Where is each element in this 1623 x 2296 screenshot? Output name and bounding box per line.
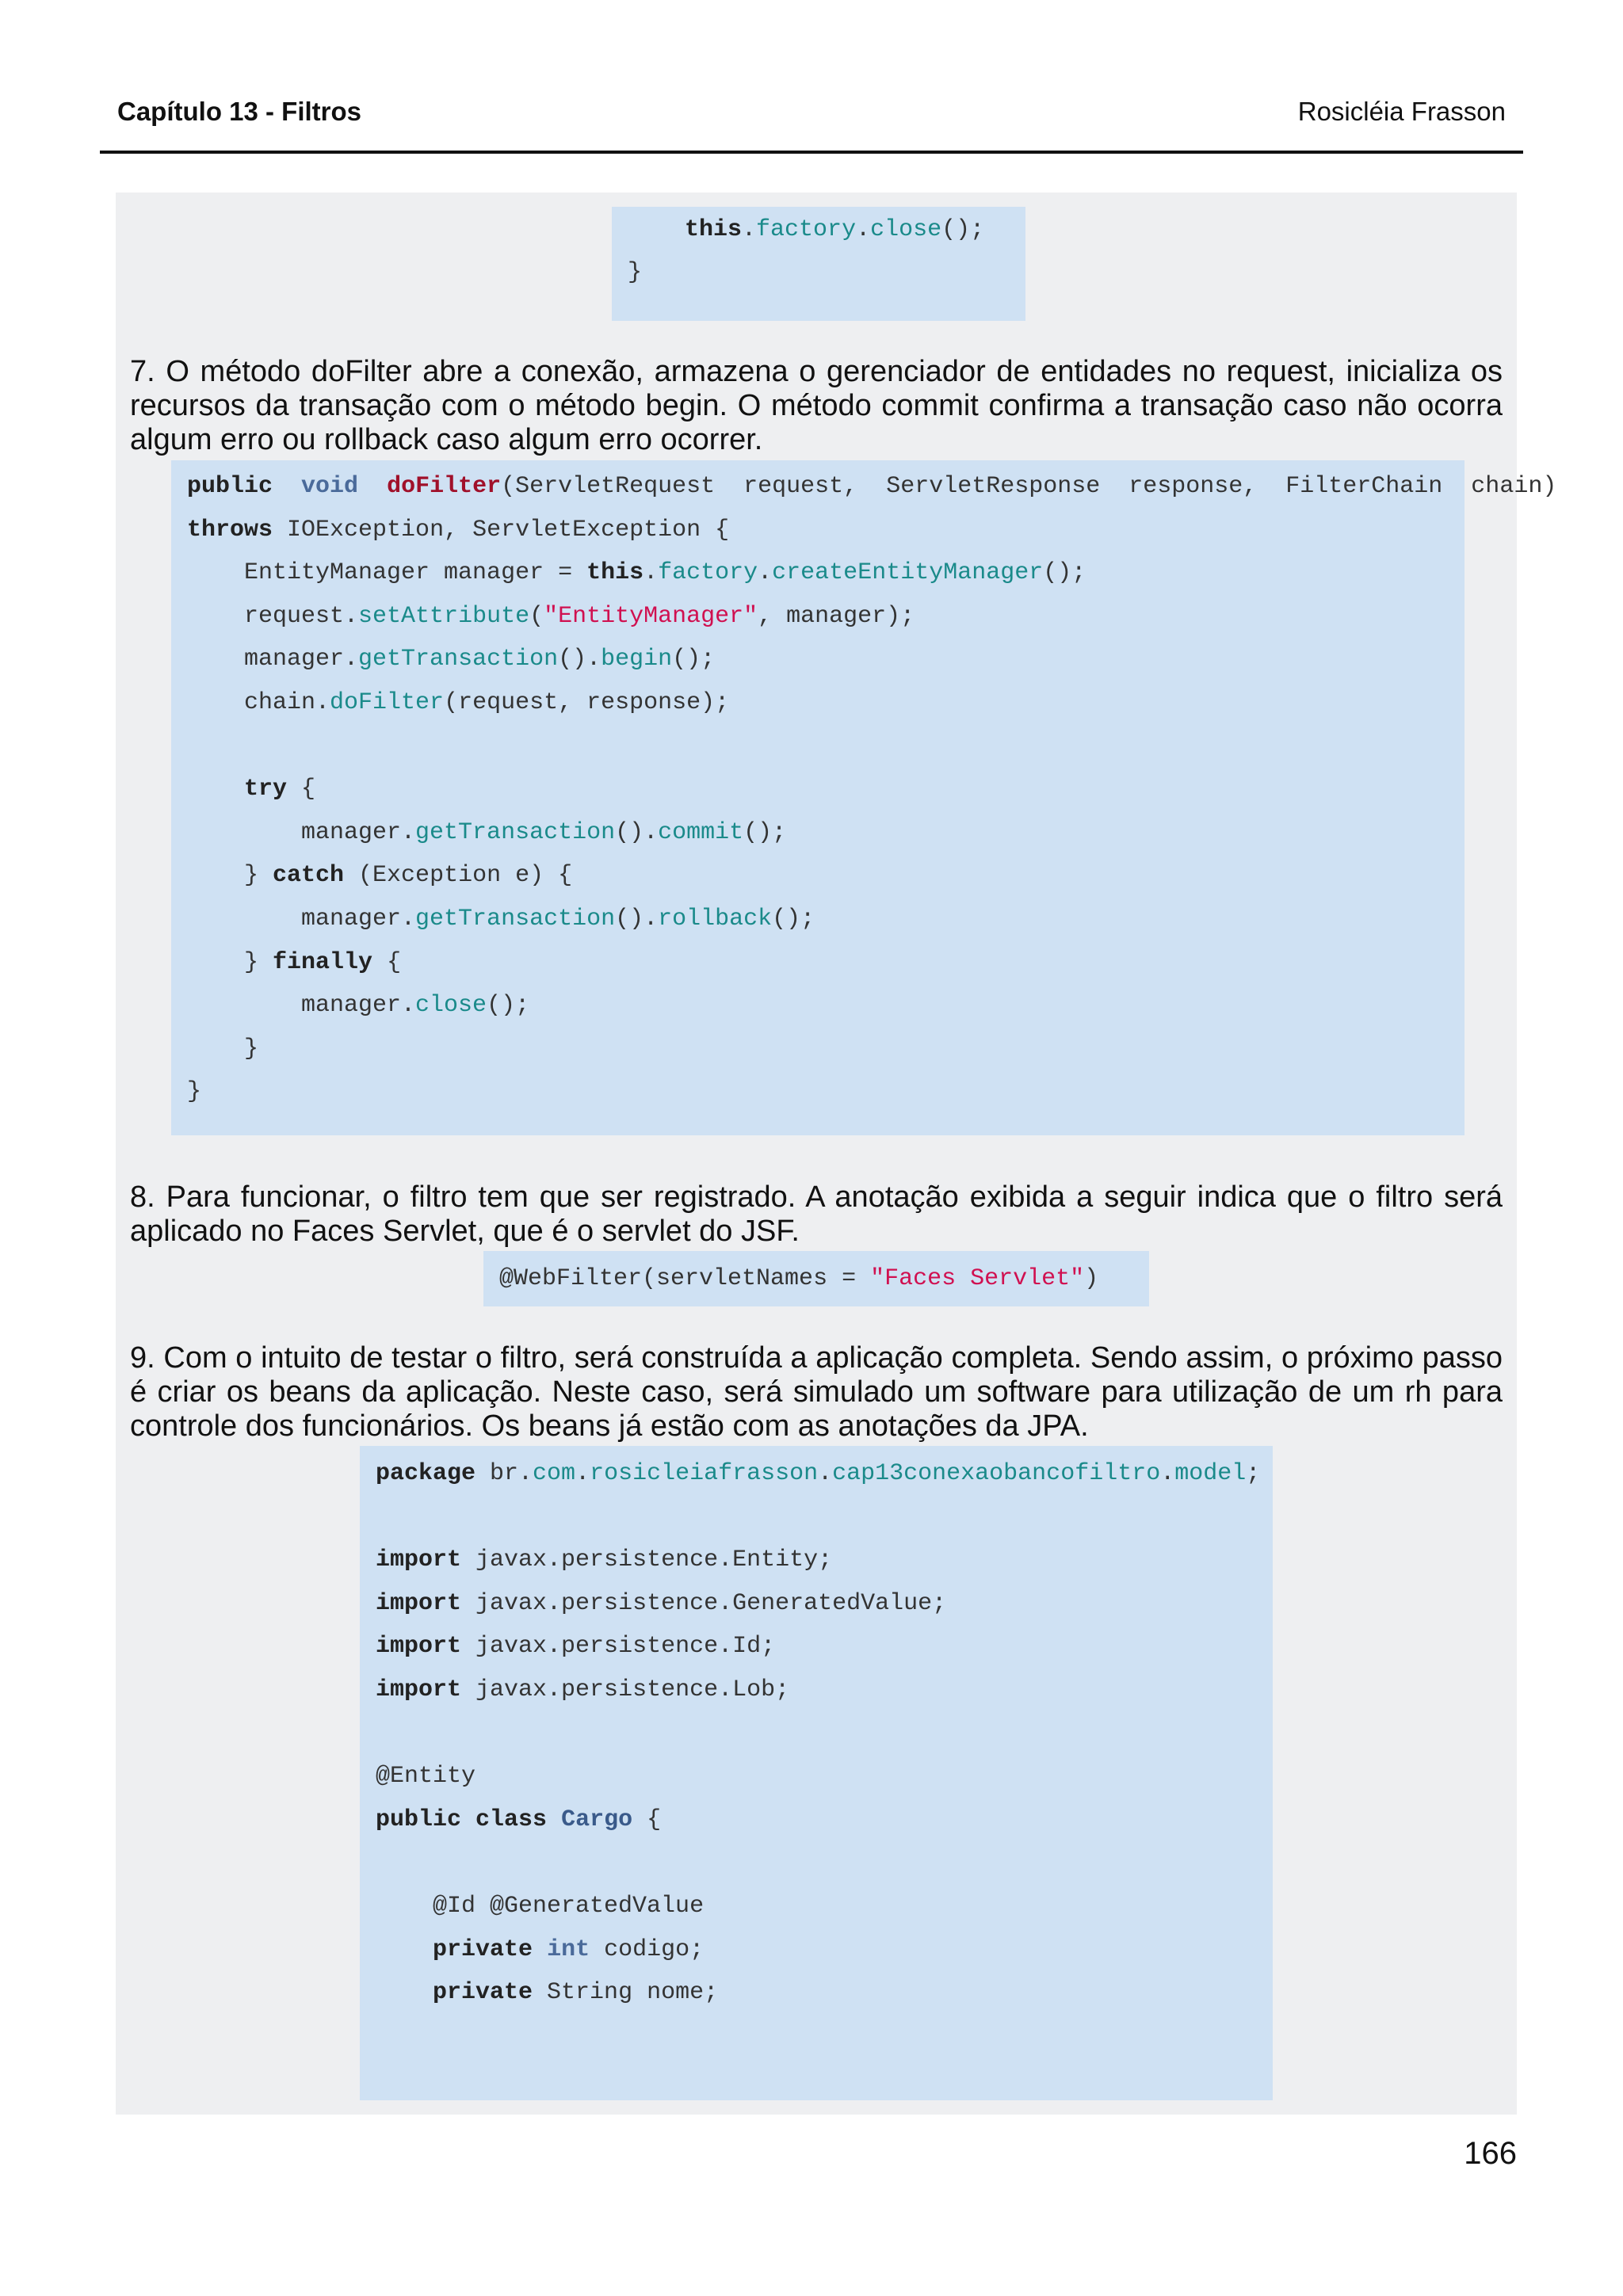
code-token: br. <box>475 1460 533 1487</box>
code-token: doFilter <box>387 473 502 500</box>
code-line <box>499 1257 1098 1300</box>
code-token: rollback <box>658 906 773 933</box>
code-token: manager. <box>187 992 416 1020</box>
code-token: javax.persistence.Entity; <box>461 1547 833 1574</box>
chapter-title: Capítulo 13 - Filtros <box>117 97 362 126</box>
code-token: . <box>643 559 659 587</box>
code-token: import <box>376 1676 462 1703</box>
code-line <box>628 251 642 294</box>
code-token: getTransaction <box>415 818 616 846</box>
code-token: setAttribute <box>358 602 530 630</box>
code-token: manager. <box>187 818 416 846</box>
code-token: int <box>547 1936 590 1963</box>
code-line <box>376 1885 704 1928</box>
code-token: public <box>376 1806 462 1833</box>
code-token: public <box>187 473 273 500</box>
code-token: String nome; <box>533 1979 719 2007</box>
code-token: close <box>415 992 487 1020</box>
code-token: getTransaction <box>358 646 559 673</box>
code-token: codigo; <box>590 1936 705 1963</box>
code-token <box>533 1936 547 1963</box>
code-line <box>187 638 715 681</box>
code-token: . <box>856 216 871 243</box>
code-token: com <box>533 1460 576 1487</box>
code-token: . <box>1160 1460 1175 1487</box>
code-token: (); <box>772 906 815 933</box>
code-token: package <box>376 1460 476 1487</box>
code-token <box>376 1936 433 1963</box>
code-token: } <box>187 862 273 890</box>
code-line <box>187 811 786 854</box>
code-token: } <box>628 259 643 286</box>
code-token <box>461 1806 475 1833</box>
code-line <box>187 595 915 638</box>
code-token <box>628 216 685 243</box>
code-line <box>376 1582 946 1625</box>
code-line <box>628 208 984 251</box>
code-token: (Exception e) { <box>344 862 573 890</box>
code-token: @WebFilter(servletNames = <box>499 1265 871 1292</box>
code-token: rosicleiafrasson <box>590 1460 819 1487</box>
code-token: import <box>376 1547 462 1574</box>
code-token: this <box>685 216 743 243</box>
code-line <box>376 1625 775 1668</box>
code-token: factory <box>756 216 857 243</box>
paragraph-9: 9. Com o intuito de testar o filtro, será construída a aplicação completa. Sendo assim, o próximo passo é criar os beans da aplicação. Neste caso, será simulado um software para utilização de um rh para controle dos funcionários. Os beans já estão com as anotações da JPA. <box>130 1341 1503 1443</box>
author-name: Rosicléia Frasson <box>1297 97 1506 126</box>
code-token: . <box>758 559 773 587</box>
code-token: begin <box>601 646 673 673</box>
code-token: createEntityManager <box>772 559 1044 587</box>
code-token: void <box>301 473 359 500</box>
code-line <box>187 898 815 940</box>
code-token: manager. <box>187 646 359 673</box>
code-token: request. <box>187 602 359 630</box>
code-token: } <box>187 948 273 976</box>
code-token: . <box>818 1460 833 1487</box>
page-number: 166 <box>1464 2136 1517 2171</box>
code-token: factory <box>658 559 758 587</box>
code-token: (); <box>941 216 985 243</box>
code-token: , manager); <box>758 602 915 630</box>
code-token: Cargo <box>561 1806 633 1833</box>
code-line <box>187 1028 258 1070</box>
code-line <box>187 681 729 724</box>
code-token <box>547 1806 561 1833</box>
code-token: { <box>632 1806 662 1833</box>
code-token: } <box>187 1078 202 1106</box>
code-token: cap13conexaobancofiltro <box>832 1460 1161 1487</box>
code-token <box>187 776 244 803</box>
code-line <box>187 551 1086 594</box>
code-token: (). <box>615 818 659 846</box>
code-token: "EntityManager" <box>544 602 758 630</box>
code-token: . <box>575 1460 590 1487</box>
code-line <box>187 941 401 984</box>
code-token: javax.persistence.GeneratedValue; <box>461 1589 947 1617</box>
code-token: "Faces Servlet" <box>870 1265 1085 1292</box>
code-token: IOException, ServletException { <box>273 516 730 543</box>
code-token: close <box>870 216 942 243</box>
page-header <box>100 93 1523 154</box>
code-token: (). <box>615 906 659 933</box>
code-token: doFilter <box>330 689 445 716</box>
code-token: finally <box>273 948 373 976</box>
code-token <box>273 473 301 500</box>
code-token: javax.persistence.Lob; <box>461 1676 790 1703</box>
code-line <box>187 509 729 551</box>
code-token: (); <box>743 818 787 846</box>
code-line <box>376 1798 661 1841</box>
code-token: } <box>187 1035 259 1062</box>
code-token: EntityManager manager = <box>187 559 587 587</box>
code-token: (); <box>672 646 716 673</box>
code-token: (request, response); <box>444 689 730 716</box>
code-token: ; <box>1246 1460 1261 1487</box>
code-token: @Id @GeneratedValue <box>376 1893 705 1920</box>
code-token: manager. <box>187 906 416 933</box>
code-token: javax.persistence.Id; <box>461 1633 776 1661</box>
code-token: catch <box>273 862 345 890</box>
code-line <box>187 1070 201 1113</box>
code-line <box>187 465 1556 508</box>
code-token: model <box>1174 1460 1247 1487</box>
code-line <box>376 1755 475 1798</box>
code-token: throws <box>187 516 273 543</box>
code-line <box>376 1452 1260 1495</box>
code-token: getTransaction <box>415 906 616 933</box>
code-line <box>376 1971 718 2014</box>
code-line <box>187 854 572 897</box>
code-token: . <box>742 216 757 243</box>
paragraph-8: 8. Para funcionar, o filtro tem que ser registrado. A anotação exibida a seguir indica que o filtro será aplicado no Faces Servlet, que é o servlet do JSF. <box>130 1180 1503 1248</box>
code-line <box>376 1539 832 1581</box>
code-token: try <box>244 776 288 803</box>
code-block-webfilter <box>483 1251 1149 1306</box>
code-token: class <box>475 1806 548 1833</box>
code-token: { <box>287 776 316 803</box>
code-token: { <box>372 948 402 976</box>
code-line <box>376 1928 704 1971</box>
code-token: ) <box>1084 1265 1099 1292</box>
code-token <box>376 1979 433 2006</box>
code-line <box>376 1669 789 1711</box>
code-token: private <box>433 1979 533 2007</box>
code-token <box>358 473 387 500</box>
paragraph-7: 7. O método doFilter abre a conexão, armazena o gerenciador de entidades no request, inicializa os recursos da transação com o método begin. O método commit confirma a transação caso não ocorra algum erro ou rollback caso algum erro ocorrer. <box>130 355 1503 456</box>
code-token: chain. <box>187 689 330 716</box>
content-area <box>116 193 1557 2115</box>
code-token: import <box>376 1633 462 1661</box>
code-block-cargo-bean <box>360 1446 1273 2100</box>
code-block-close-factory <box>612 207 1025 321</box>
code-token: ( <box>529 602 544 630</box>
code-token: (ServletRequest request, ServletResponse response, FilterChain chain) <box>501 473 1557 500</box>
code-token: @Entity <box>376 1763 476 1791</box>
code-token: (); <box>1043 559 1086 587</box>
code-token: (); <box>487 992 530 1020</box>
code-token: commit <box>658 818 744 846</box>
code-token: import <box>376 1589 462 1617</box>
code-line <box>187 984 529 1027</box>
code-line <box>187 768 315 810</box>
code-token: private <box>433 1936 533 1963</box>
code-block-dofilter <box>171 460 1557 1135</box>
code-token: (). <box>558 646 601 673</box>
code-token: this <box>586 559 644 587</box>
